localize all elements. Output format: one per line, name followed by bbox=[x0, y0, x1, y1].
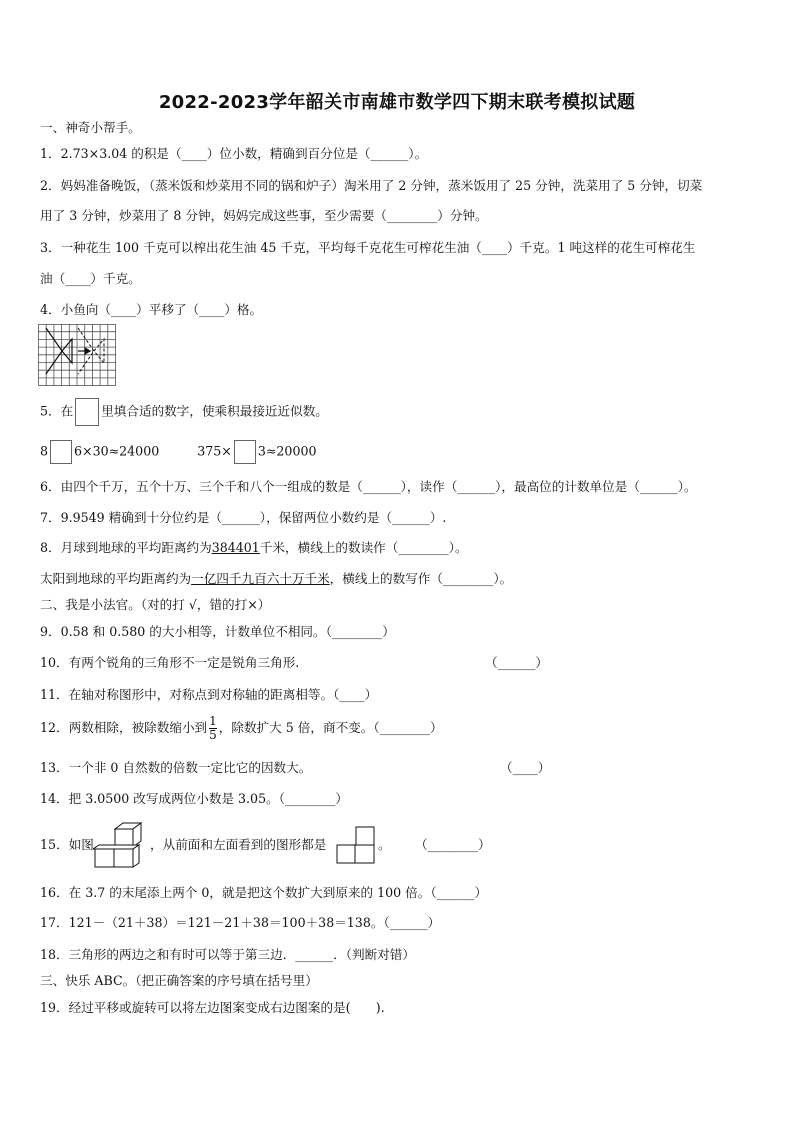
question-8-number: 384401 bbox=[211, 540, 260, 555]
section-1-heading: 一、神奇小帮手。 bbox=[40, 120, 141, 135]
question-9: 9．0.58 和 0.580 的大小相等，计数单位不相同。（________） bbox=[40, 624, 395, 639]
question-8b-suffix: ，横线上的数写作（________）。 bbox=[329, 571, 513, 586]
question-2-line-2: 用了 3 分钟，炒菜用了 8 分钟，妈妈完成这些事，至少需要（________）分钟。 bbox=[40, 208, 488, 223]
example-2-prefix: 375× bbox=[197, 443, 232, 459]
question-11: 11．在轴对称图形中，对称点到对称轴的距离相等。（____） bbox=[40, 687, 378, 702]
question-5-suffix: 里填合适的数字，使乘积最接近近似数。 bbox=[101, 403, 328, 419]
question-8 bbox=[40, 540, 468, 556]
question-12 bbox=[40, 715, 443, 742]
question-5-examples bbox=[40, 440, 317, 464]
question-13: 13．一个非 0 自然数的倍数一定比它的因数大。 bbox=[40, 760, 312, 775]
question-15-middle: ，从前面和左面看到的图形都是 bbox=[150, 837, 327, 852]
fraction-one-fifth bbox=[209, 715, 217, 742]
question-2-line-1: 2．妈妈准备晚饭，（蒸米饭和炒菜用不同的锅和炉子）淘米用了 2 分钟，蒸米饭用了 25 分钟，洗菜用了 5 分钟，切菜 bbox=[40, 178, 703, 193]
question-14: 14．把 3.0500 改写成两位小数是 3.05。（________） bbox=[40, 791, 348, 806]
question-8-prefix: 8．月球到地球的平均距离约为 bbox=[40, 540, 212, 555]
question-12-prefix: 12．两数相除，被除数缩小到 bbox=[40, 720, 208, 735]
question-12-suffix: ，除数扩大 5 倍，商不变。（________） bbox=[218, 720, 443, 735]
example-1-box[interactable] bbox=[50, 440, 72, 464]
question-19: 19．经过平移或旋转可以将左边图案变成右边图案的是( ). bbox=[40, 1000, 385, 1015]
example-2-box[interactable] bbox=[234, 440, 256, 464]
example-1-suffix: 6×30≈24000 bbox=[74, 443, 160, 459]
question-6: 6．由四个千万，五个十万、三个千和八个一组成的数是（______），读作（______），最高位的计数单位是（______）。 bbox=[40, 479, 697, 494]
question-1: 1．2.73×3.04 的积是（____）位小数，精确到百分位是（______）。 bbox=[40, 146, 428, 161]
question-17: 17．121－（21＋38）＝121－21＋38＝100＋38＝138。（______） bbox=[40, 915, 441, 930]
question-7: 7．9.9549 精确到十分位约是（______），保留两位小数约是（______）. bbox=[40, 510, 447, 525]
question-16: 16．在 3.7 的末尾添上两个 0，就是把这个数扩大到原来的 100 倍。（______） bbox=[40, 885, 488, 900]
question-15-prefix: 15．如图 bbox=[40, 837, 94, 852]
question-5-prefix: 5．在 bbox=[40, 403, 74, 419]
question-8b bbox=[40, 571, 512, 587]
fraction-numerator: 1 bbox=[209, 714, 217, 728]
question-10-blank: （______） bbox=[485, 655, 548, 670]
question-15-blank: （________） bbox=[415, 837, 491, 852]
example-1-prefix: 8 bbox=[40, 443, 49, 459]
view-shape-figure bbox=[336, 826, 376, 864]
question-5 bbox=[40, 398, 328, 426]
answer-box[interactable] bbox=[75, 398, 99, 426]
page-title: 2022-2023学年韶关市南雄市数学四下期末联考模拟试题 bbox=[158, 92, 636, 113]
question-8b-number: 一亿四千九百六十万千米 bbox=[191, 571, 330, 586]
example-2-suffix: 3≈20000 bbox=[257, 443, 317, 459]
question-18: 18．三角形的两边之和有时可以等于第三边．______．（判断对错） bbox=[40, 947, 415, 962]
question-15-suffix: 。 bbox=[378, 837, 391, 852]
section-3-heading: 三、快乐 ABC。（把正确答案的序号填在括号里） bbox=[40, 973, 318, 988]
question-10: 10．有两个锐角的三角形不一定是锐角三角形. bbox=[40, 655, 300, 670]
question-3-line-2: 油（____）千克。 bbox=[40, 271, 141, 286]
question-4: 4．小鱼向（____）平移了（____）格。 bbox=[40, 302, 263, 317]
question-13-blank: （____） bbox=[500, 760, 551, 775]
question-3-line-1: 3．一种花生 100 千克可以榨出花生油 45 千克，平均每千克花生可榨花生油（____）千克。1 吨这样的花生可榨花生 bbox=[40, 240, 696, 255]
question-8-suffix: 千米，横线上的数读作（________）。 bbox=[259, 540, 468, 555]
fish-grid-figure bbox=[38, 324, 116, 386]
section-2-heading: 二、我是小法官。（对的打 √，错的打×） bbox=[40, 597, 271, 612]
question-8b-prefix: 太阳到地球的平均距离约为 bbox=[40, 571, 192, 586]
fraction-denominator: 5 bbox=[209, 728, 217, 742]
cube-stack-figure bbox=[93, 821, 149, 869]
